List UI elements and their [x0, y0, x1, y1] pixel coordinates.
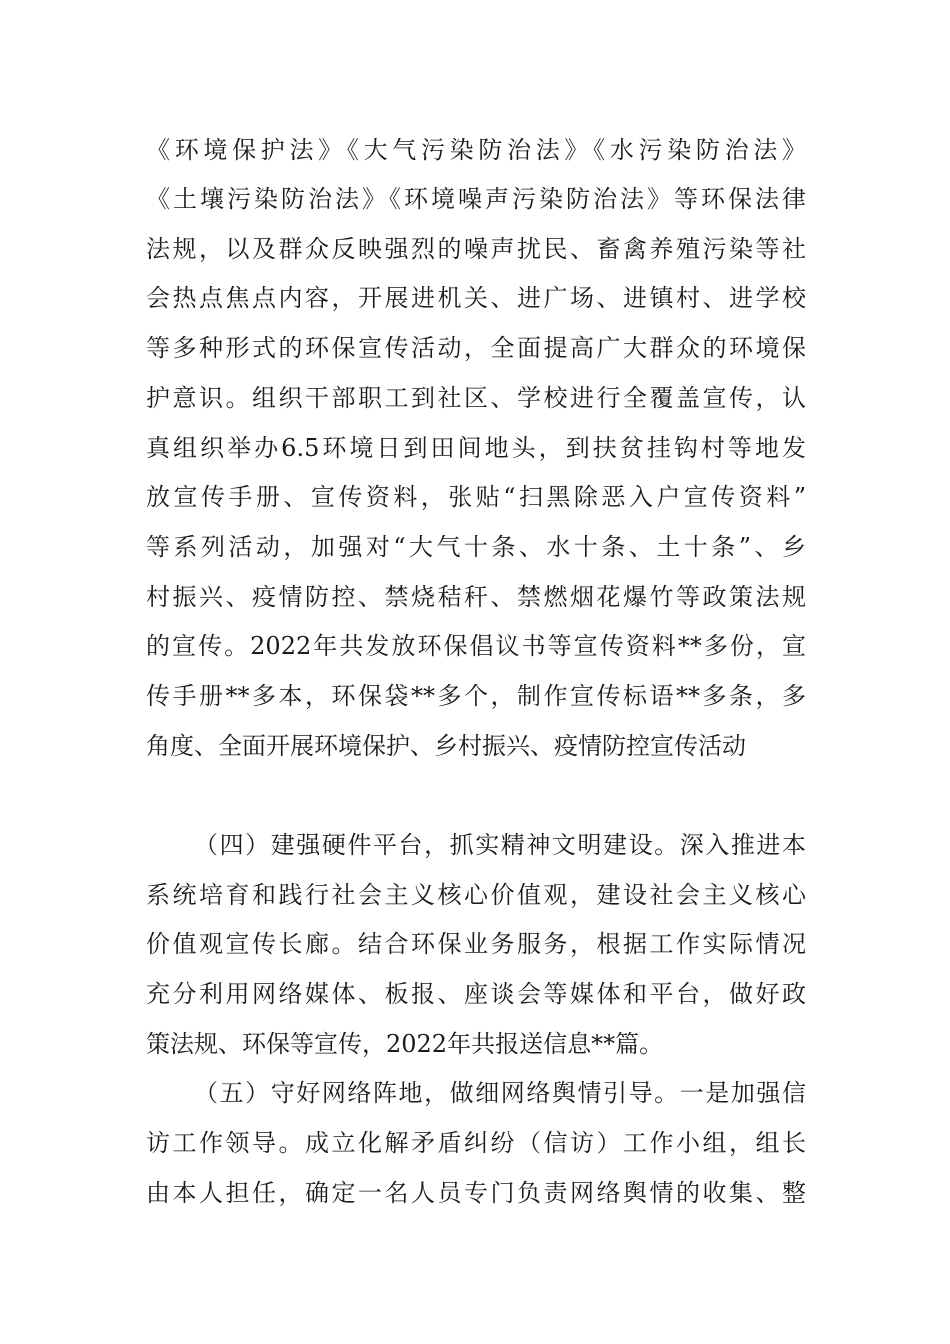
- text-line: 《土壤污染防治法》《环境噪声污染防治法》等环保法律: [146, 185, 806, 213]
- text-line: （五）守好网络阵地，做细网络舆情引导。一是加强信: [194, 1079, 806, 1107]
- text-line: 护意识。组织干部职工到社区、学校进行全覆盖宣传，认: [146, 384, 806, 412]
- text-line: 法规，以及群众反映强烈的噪声扰民、畜禽养殖污染等社: [146, 235, 806, 263]
- text-line: （四）建强硬件平台，抓实精神文明建设。深入推进本: [194, 831, 806, 859]
- text-line: 系统培育和践行社会主义核心价值观，建设社会主义核心: [146, 881, 806, 909]
- text-line: 等多种形式的环保宣传活动，全面提高广大群众的环境保: [146, 334, 806, 362]
- text-line: 价值观宣传长廊。结合环保业务服务，根据工作实际情况: [146, 930, 806, 958]
- text-line: 村振兴、疫情防控、禁烧秸秆、禁燃烟花爆竹等政策法规: [146, 583, 806, 611]
- text-line: 由本人担任，确定一名人员专门负责网络舆情的收集、整: [146, 1179, 806, 1207]
- text-line: 充分利用网络媒体、板报、座谈会等媒体和平台，做好政: [146, 980, 806, 1008]
- text-line: 策法规、环保等宣传，2022年共报送信息**篇。: [146, 1030, 664, 1058]
- text-line: 传手册**多本，环保袋**多个，制作宣传标语**多条，多: [146, 682, 806, 710]
- text-line: 放宣传手册、宣传资料，张贴“扫黑除恶入户宣传资料”: [146, 483, 806, 511]
- text-line: 的宣传。2022年共发放环保倡议书等宣传资料**多份，宣: [146, 632, 806, 660]
- text-line: 访工作领导。成立化解矛盾纠纷（信访）工作小组，组长: [146, 1129, 806, 1157]
- text-line: 真组织举办6.5环境日到田间地头，到扶贫挂钩村等地发: [146, 434, 806, 462]
- text-line: 角度、全面开展环境保护、乡村振兴、疫情防控宣传活动: [146, 732, 746, 760]
- text-line: 等系列活动，加强对“大气十条、水十条、土十条”、乡: [146, 533, 806, 561]
- text-line: 《环境保护法》《大气污染防治法》《水污染防治法》: [146, 136, 806, 164]
- text-line: 会热点焦点内容，开展进机关、进广场、进镇村、进学校: [146, 284, 806, 312]
